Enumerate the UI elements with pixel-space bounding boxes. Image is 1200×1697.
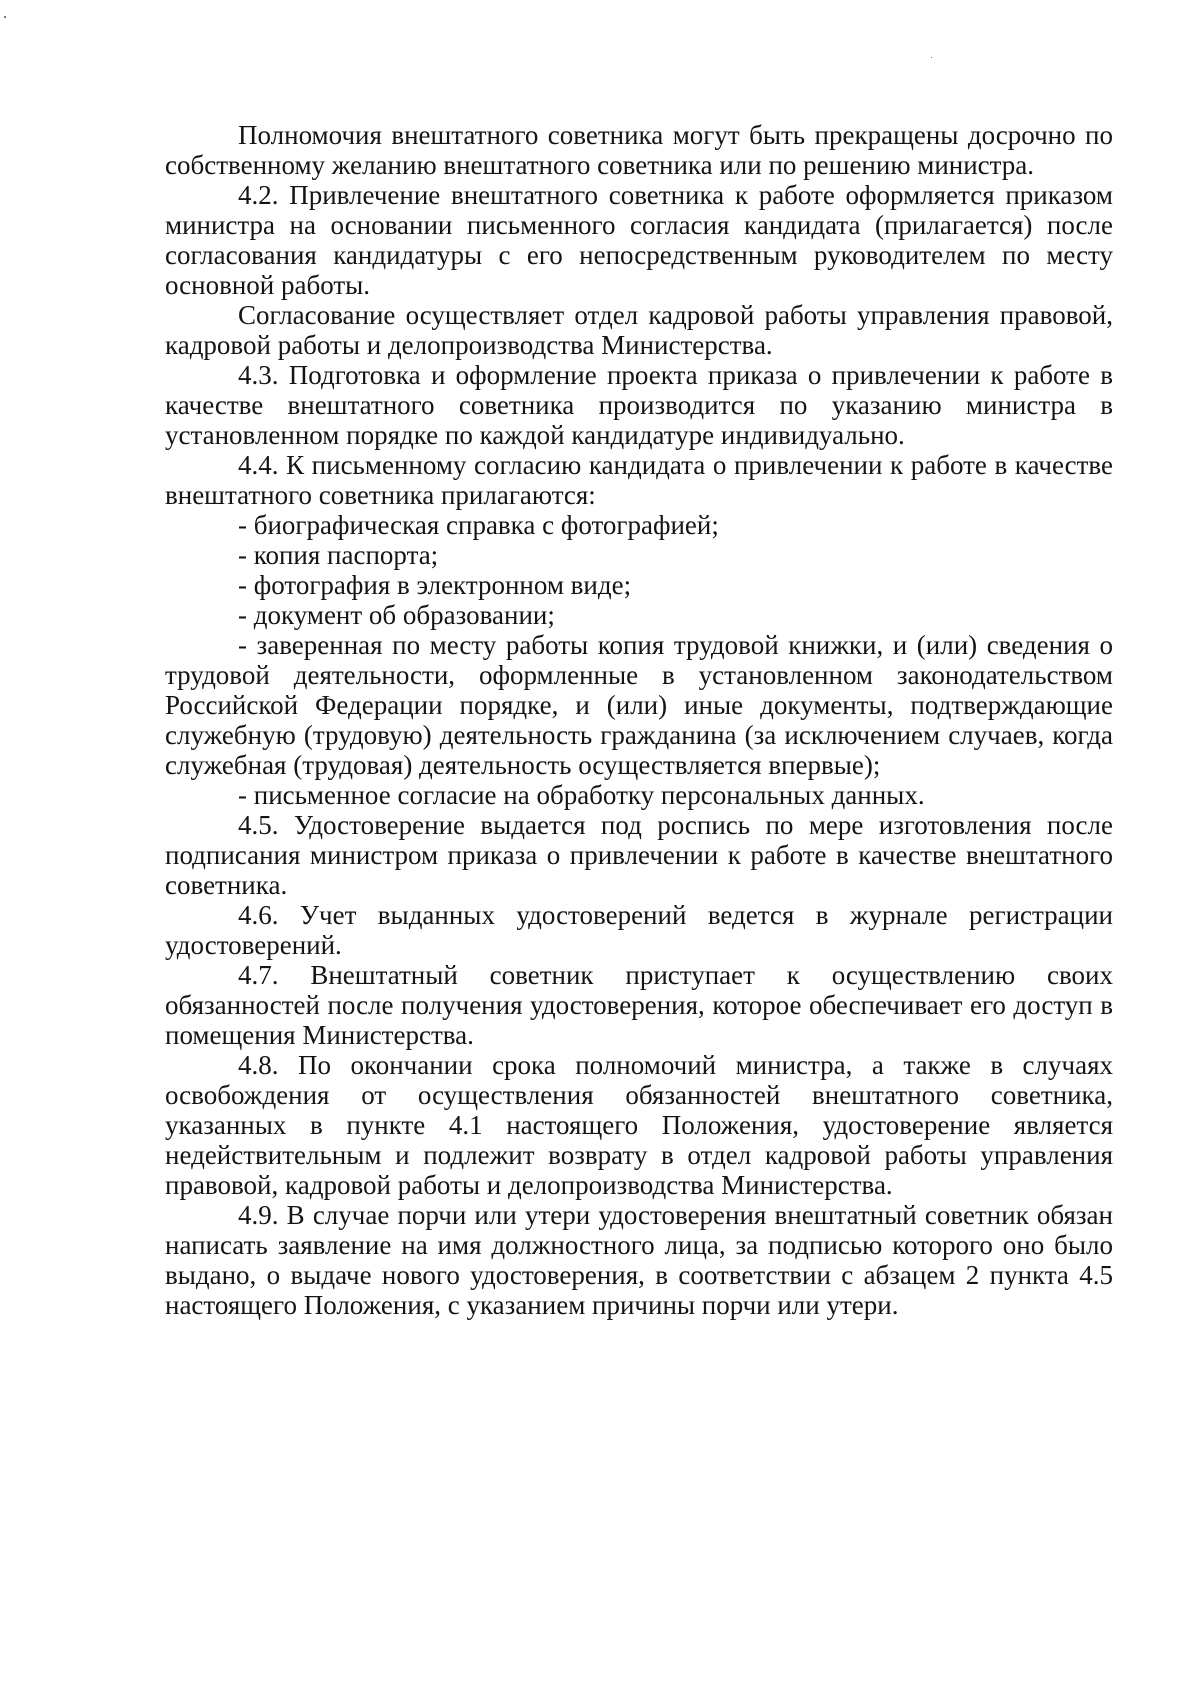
list-item-passport-copy: - копия паспорта; — [238, 540, 439, 570]
clause-4-5: 4.5. Удостоверение выдается под роспись по мере изготовления после подписания министром приказа о привлечении к работе в качестве внештатного советника. — [165, 810, 1113, 900]
clause-4-6: 4.6. Учет выданных удостоверений ведется в журнале регистрации удостоверений. — [165, 900, 1113, 960]
paragraph-termination: Полномочия внештатного советника могут быть прекращены досрочно по собственному желанию внештатного советника или по решению министра. — [165, 120, 1113, 180]
clause-4-9: 4.9. В случае порчи или утери удостоверения внештатный советник обязан написать заявление на имя должностного лица, за подписью которого оно было выдано, о выдаче нового удостоверения, в соответствии с абзацем 2 пункта 4.5 настоящего Положения, с указанием причины порчи или утери. — [165, 1200, 1113, 1320]
document-body — [165, 120, 1113, 1320]
list-item-biography: - биографическая справка с фотографией; — [238, 510, 719, 540]
clause-4-3: 4.3. Подготовка и оформление проекта приказа о привлечении к работе в качестве внештатного советника производится по указанию министра в установленном порядке по каждой кандидатуре индивидуально. — [165, 360, 1113, 450]
clause-4-7: 4.7. Внештатный советник приступает к осуществлению своих обязанностей после получения удостоверения, которое обеспечивает его доступ в помещения Министерства. — [165, 960, 1113, 1050]
paragraph-approval: Согласование осуществляет отдел кадровой работы управления правовой, кадровой работы и делопроизводства Министерства. — [165, 300, 1113, 360]
clause-4-8: 4.8. По окончании срока полномочий министра, а также в случаях освобождения от осуществления обязанностей внештатного советника, указанных в пункте 4.1 настоящего Положения, удостоверение является недействительным и подлежит возврату в отдел кадровой работы управления правовой, кадровой работы и делопроизводства Министерства. — [165, 1050, 1113, 1200]
list-item-education-document: - документ об образовании; — [238, 600, 555, 630]
list-item-data-consent: - письменное согласие на обработку персональных данных. — [238, 780, 925, 810]
scan-artifact-dot — [4, 16, 6, 18]
clause-4-4: 4.4. К письменному согласию кандидата о привлечении к работе в качестве внештатного советника прилагаются: — [165, 450, 1113, 510]
list-item-employment-record: - заверенная по месту работы копия трудовой книжки, и (или) сведения о трудовой деятельности, оформленные в установленном законодательством Российской Федерации порядке, и (или) иные документы, подтверждающие служебную (трудовую) деятельность гражданина (за исключением случаев, когда служебная (трудовая) деятельность осуществляется впервые); — [165, 630, 1113, 780]
scan-artifact-dot — [931, 57, 932, 58]
list-item-electronic-photo: - фотография в электронном виде; — [238, 570, 632, 600]
clause-4-2: 4.2. Привлечение внештатного советника к работе оформляется приказом министра на основании письменного согласия кандидата (прилагается) после согласования кандидатуры с его непосредственным руководителем по месту основной работы. — [165, 180, 1113, 300]
